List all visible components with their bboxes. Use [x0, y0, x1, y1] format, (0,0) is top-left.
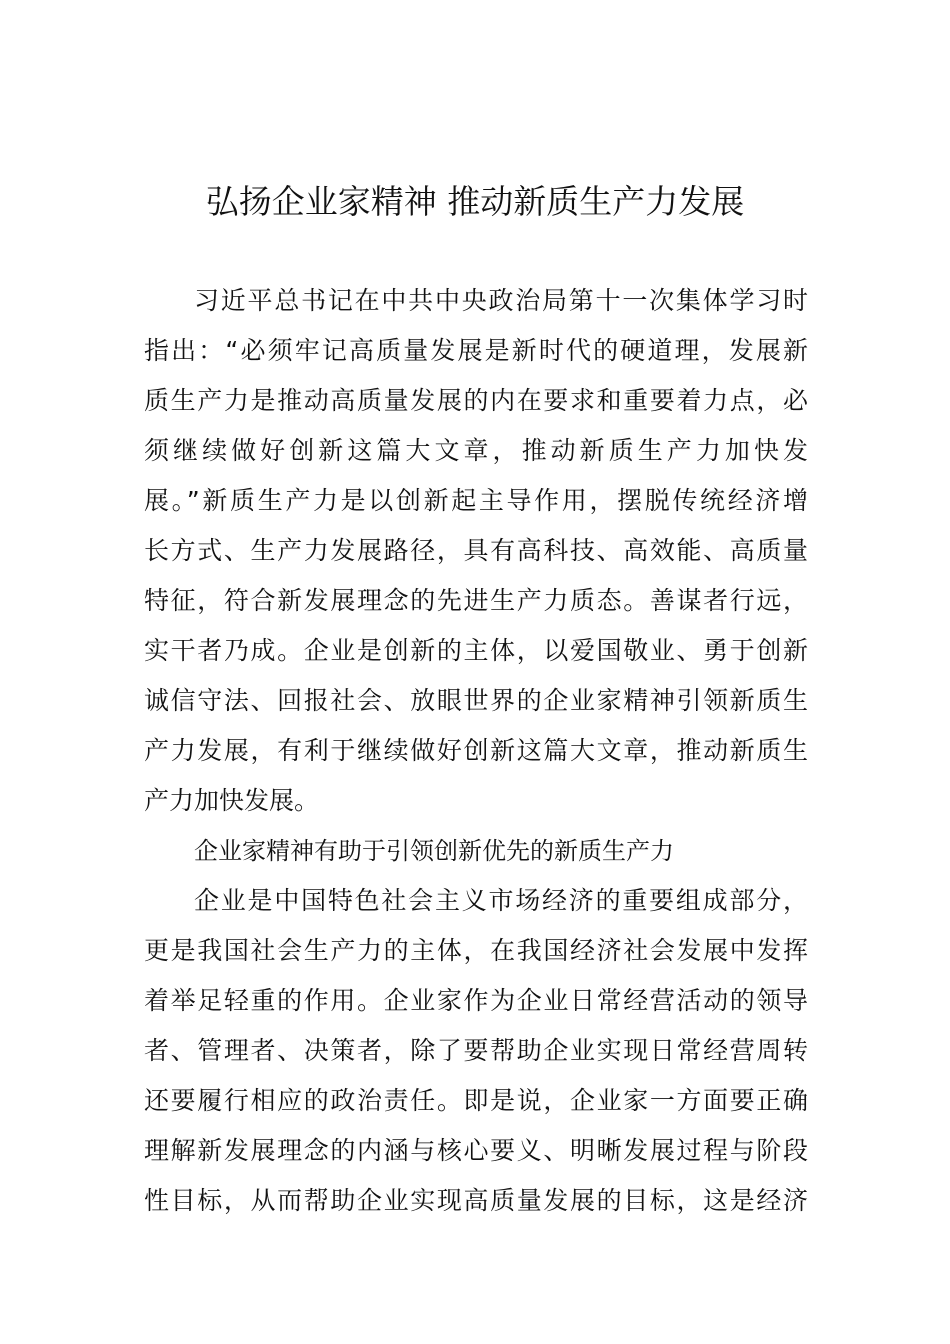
paragraph-line: 企业是中国特色社会主义市场经济的重要组成部分，: [194, 886, 808, 915]
paragraph-line: 理解新发展理念的内涵与核心要义、明晰发展过程与阶段: [144, 1136, 808, 1165]
document-body: [144, 276, 808, 1226]
paragraph-line: 还要履行相应的政治责任。即是说，企业家一方面要正确: [144, 1086, 808, 1115]
paragraph-line: 质生产力是推动高质量发展的内在要求和重要着力点，必: [144, 386, 808, 415]
paragraph-line: 特征，符合新发展理念的先进生产力质态。善谋者行远，: [144, 586, 808, 615]
paragraph-line: 性目标，从而帮助企业实现高质量发展的目标，这是经济: [144, 1186, 808, 1215]
document-title: 弘扬企业家精神 推动新质生产力发展: [205, 182, 745, 221]
paragraph-line: 指出：“必须牢记高质量发展是新时代的硬道理，发展新: [144, 336, 808, 365]
paragraph-line: 长方式、生产力发展路径，具有高科技、高效能、高质量: [144, 536, 808, 565]
section-heading: 企业家精神有助于引领创新优先的新质生产力: [194, 837, 674, 865]
paragraph-line: 者、管理者、决策者，除了要帮助企业实现日常经营周转: [144, 1036, 808, 1065]
paragraph-line: 习近平总书记在中共中央政治局第十一次集体学习时: [194, 286, 808, 315]
paragraph-line: 展。”新质生产力是以创新起主导作用，摆脱传统经济增: [144, 486, 808, 515]
paragraph-line: 须继续做好创新这篇大文章，推动新质生产力加快发: [144, 436, 808, 465]
paragraph-line: 产力加快发展。: [144, 786, 320, 815]
paragraph-line: 着举足轻重的作用。企业家作为企业日常经营活动的领导: [144, 986, 808, 1015]
paragraph-line: 实干者乃成。企业是创新的主体，以爱国敬业、勇于创新: [144, 636, 808, 665]
paragraph-line: 更是我国社会生产力的主体，在我国经济社会发展中发挥: [144, 936, 808, 965]
paragraph-line: 产力发展，有利于继续做好创新这篇大文章，推动新质生: [144, 736, 808, 765]
paragraph-line: 诚信守法、回报社会、放眼世界的企业家精神引领新质生: [144, 686, 808, 715]
